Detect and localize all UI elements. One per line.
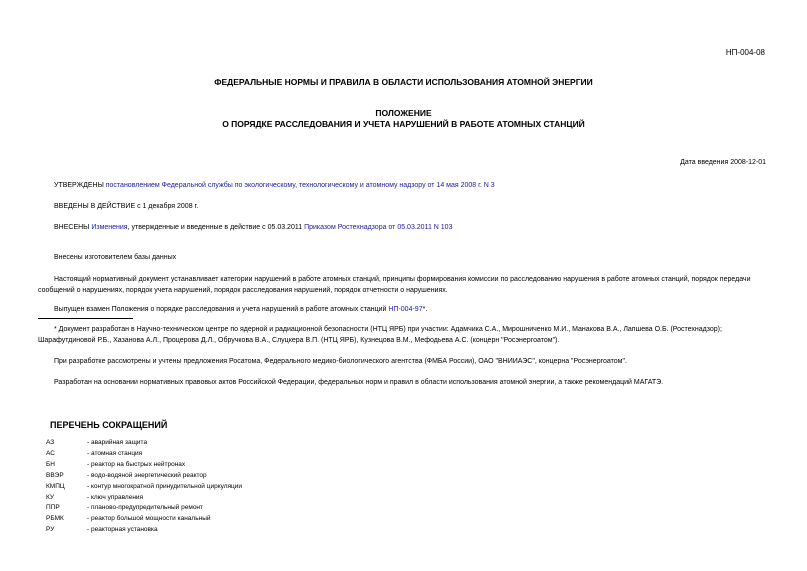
replaces-suffix: *. [422,306,428,313]
abbreviation-description: - реакторная установка [87,526,158,534]
abbreviation-row [38,493,242,504]
amended-paragraph [38,222,807,233]
sub-title-line1: ПОЛОЖЕНИЕ [375,108,432,118]
db-note: Внесены изготовителем базы данных [54,254,177,261]
scope-paragraph [38,274,807,296]
abbreviation-code: КУ [46,493,54,501]
abbreviation-code: КМПЦ [46,482,65,490]
scope-line2: сообщений о нарушениях, порядок учета нарушений, порядок расследования нарушений, порядок отчетности о нарушениях. [38,287,448,294]
abbreviation-row [38,514,242,525]
abbreviation-description: - водо-водяной энергетический реактор [87,471,207,479]
abbreviation-row [38,503,242,514]
sub-title-line2: О ПОРЯДКЕ РАССЛЕДОВАНИЯ И УЧЕТА НАРУШЕНИЙ В РАБОТЕ АТОМНЫХ СТАНЦИЙ [222,119,585,129]
replaces-prefix: Выпущен взамен Положения о порядке расследования и учета нарушений в работе атомных станций [54,306,389,313]
abbreviation-code: ВВЭР [46,471,64,479]
approved-prefix: УТВЕРЖДЕНЫ [54,182,106,189]
replaces-paragraph [38,304,807,315]
abbreviation-description: - атомная станция [87,449,143,457]
abbreviations-list [38,438,242,536]
abbreviations-heading: ПЕРЕЧЕНЬ СОКРАЩЕНИЙ [50,420,168,430]
abbreviation-code: РУ [46,526,55,534]
abbreviation-code: АС [46,449,55,457]
footnote-line1: * Документ разработан в Научно-техническом центре по ядерной и радиационной безопасности (НТЦ ЯРБ) при участии: Адамчика С.А., Мирошниченко М.И., Манакова В.А., Лапшева О.Б. (Ростехнадзор); [54,326,722,333]
footnote [38,324,807,346]
amendments-link[interactable]: Изменения [91,224,128,231]
sub-title [0,108,807,130]
intro-date: Дата введения 2008-12-01 [680,159,766,166]
abbreviation-row [38,482,242,493]
abbreviation-row [38,449,242,460]
abbreviation-description: - аварийная защита [87,439,148,446]
footnote-line2: Шарафутдиновой Р.Б., Хазанова А.Л., Процерова Д.Л., Обручкова В.А., Слуцкера В.П. (НТЦ ЯРБ), Кузнецова В.М., Мефодьева А.С. (концерн "Росэнергоатом"). [38,337,560,344]
abbreviation-description: - контур многократной принудительной циркуляции [87,482,243,490]
doc-code: НП-004-08 [725,48,765,57]
abbreviation-description: - реактор на быстрых нейтронах [87,460,186,468]
abbreviation-row [38,460,242,471]
scope-line1: Настоящий нормативный документ устанавливает категории нарушений в работе атомных станций, принципы формирования комиссии по расследованию нарушения в работе атомных станций, порядок передачи [54,276,751,283]
approved-paragraph [38,180,807,191]
basis-paragraph: Разработан на основании нормативных правовых актов Российской Федерации, федеральных норм и правил в области использования атомной энергии, а также рекомендаций МАГАТЭ. [54,379,664,386]
abbreviation-code: РБМК [46,515,64,523]
abbreviation-row [38,471,242,482]
amended-prefix: ВНЕСЕНЫ [54,224,92,231]
order-link[interactable]: Приказом Ростехнадзора от 05.03.2011 N 103 [304,224,453,231]
abbreviation-code: ППР [46,504,60,512]
footnote-rule [38,318,133,319]
effective-paragraph: ВВЕДЕНЫ В ДЕЙСТВИЕ с 1 декабря 2008 г. [54,203,199,210]
proposals-paragraph: При разработке рассмотрены и учтены предложения Росатома, Федерального медико-биологического агентства (ФМБА России), ОАО "ВНИИАЭС", концерна "Росэнергоатом". [54,358,627,365]
main-title: ФЕДЕРАЛЬНЫЕ НОРМЫ И ПРАВИЛА В ОБЛАСТИ ИСПОЛЬЗОВАНИЯ АТОМНОЙ ЭНЕРГИИ [214,77,593,87]
abbreviation-description: - планово-предупредительный ремонт [87,504,204,512]
abbreviation-description: - реактор большой мощности канальный [87,515,211,523]
abbreviation-row [38,525,242,536]
abbreviation-description: - ключ управления [87,493,144,501]
amended-middle: , утвержденные и введенные в действие с 05.03.2011 [127,224,305,231]
abbreviation-row [38,438,242,449]
approved-link[interactable]: постановлением Федеральной службы по экологическому, технологическому и атомному надзору от 14 мая 2008 г. N 3 [105,182,495,189]
abbreviation-code: АЗ [46,439,55,446]
abbreviation-code: БН [46,460,55,468]
np-004-97-link[interactable]: НП-004-97 [388,306,423,313]
